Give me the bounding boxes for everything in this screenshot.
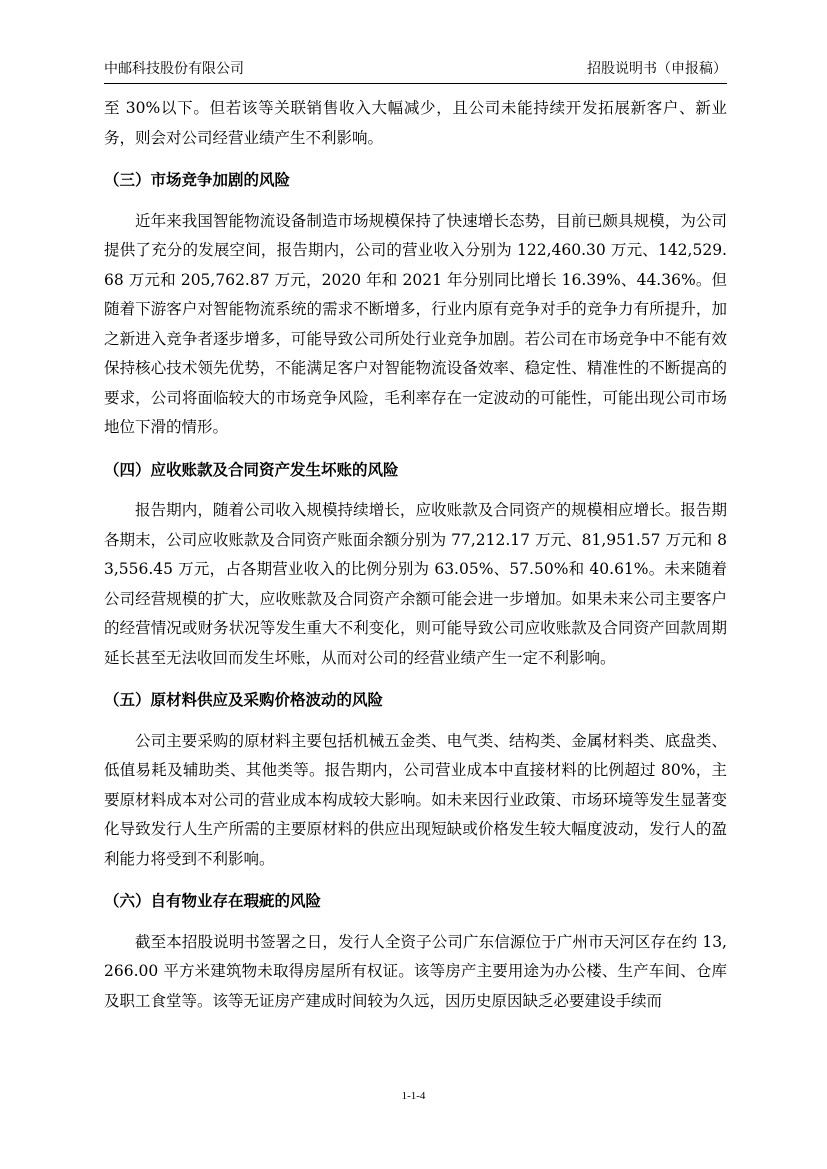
header-company-name: 中邮科技股份有限公司 — [104, 61, 244, 77]
section-heading-raw-materials: （五）原材料供应及采购价格波动的风险 — [104, 691, 384, 709]
section-body-market-competition: 近年来我国智能物流设备制造市场规模保持了快速增长态势，目前已颇具规模，为公司提供了充分的发展空间，报告期内，公司的营业收入分别为 122,460.30 万元、142,529.68 万元和 205,762.87 万元，2020 年和 2021 年分别同比增长 16.39%、44.36%。但随着下游客户对智能物流系统的需求不断增多，行业内原有竞争对手的竞争力有所提升，加之新进入竞争者逐步增多，可能导致公司所处行业竞争加剧。若公司在市场竞争中不能有效保持核心技术领先优势，不能满足客户对智能物流设备效率、稳定性、精准性的不断提高的要求，公司将面临较大的市场竞争风险，毛利率存在一定波动的可能性，可能出现公司市场地位下滑的情形。 — [104, 211, 727, 436]
section-body-property-defects: 截至本招股说明书签署之日，发行人全资子公司广东信源位于广州市天河区存在约 13,266.00 平方米建筑物未取得房屋所有权证。该等房产主要用途为办公楼、生产车间、仓库及职工食堂等。该等无证房产建成时间较为久远，因历史原因缺乏必要建设手续而 — [104, 932, 727, 1010]
section-body-receivables: 报告期内，随着公司收入规模持续增长，应收账款及合同资产的规模相应增长。报告期各期末，公司应收账款及合同资产账面余额分别为 77,212.17 万元、81,951.57 万元和 83,556.45 万元，占各期营业收入的比例分别为 63.05%、57.50%和 40.61%。未来随着公司经营规模的扩大，应收账款及合同资产余额可能会进一步增加。如果未来公司主要客户的经营情况或财务状况等发生重大不利变化，则可能导致公司应收账款及合同资产回款周期延长甚至无法收回而发生坏账，从而对公司的经营业绩产生一定不利影响。 — [104, 501, 727, 667]
document-body — [104, 94, 727, 1016]
continued-paragraph: 至 30%以下。但若该等关联销售收入大幅减少，且公司未能持续开发拓展新客户、新业务，则会对公司经营业绩产生不利影响。 — [104, 99, 727, 147]
page-header — [104, 57, 727, 84]
section-body-raw-materials: 公司主要采购的原材料主要包括机械五金类、电气类、结构类、金属材料类、底盘类、低值易耗及辅助类、其他类等。报告期内，公司营业成本中直接材料的比例超过 80%，主要原材料成本对公司的营业成本构成较大影响。如未来因行业政策、市场环境等发生显著变化导致发行人生产所需的主要原材料的供应出现短缺或价格发生较大幅度波动，发行人的盈利能力将受到不利影响。 — [104, 731, 727, 868]
header-document-title: 招股说明书（申报稿） — [587, 61, 727, 77]
section-heading-receivables: （四）应收账款及合同资产发生坏账的风险 — [104, 460, 399, 479]
section-heading-market-competition: （三）市场竞争加剧的风险 — [104, 171, 291, 189]
section-heading-property-defects: （六）自有物业存在瑕疵的风险 — [104, 892, 322, 910]
page-number: 1-1-4 — [401, 1090, 426, 1102]
